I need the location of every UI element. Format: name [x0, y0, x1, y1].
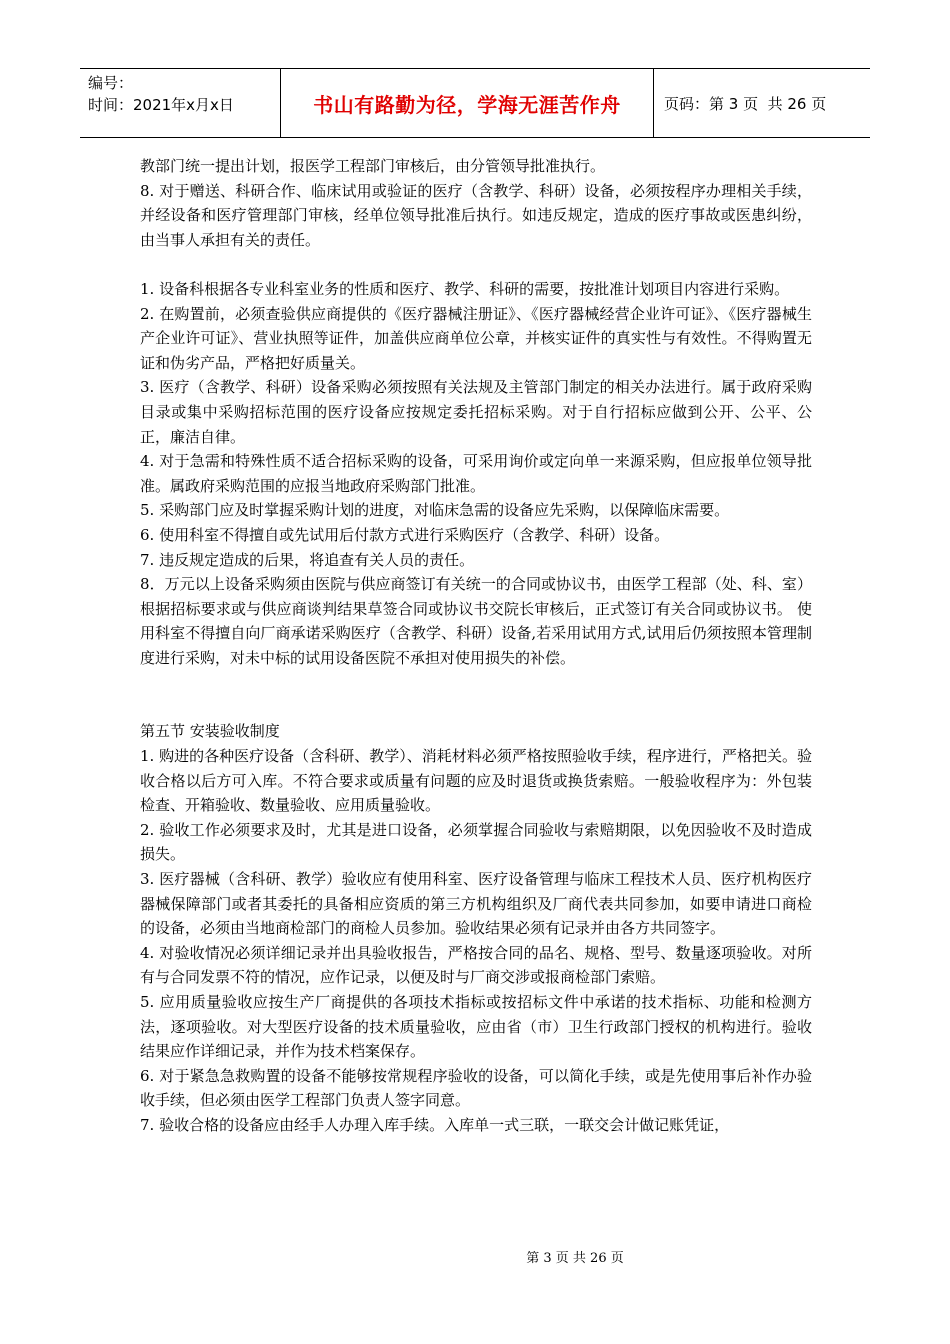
page-header — [80, 68, 870, 138]
document-time-label: 时间：2021年x月x日 — [88, 96, 234, 114]
paragraph: 6. 对于紧急急救购置的设备不能够按常规程序验收的设备，可以简化手续，或是先使用事后补作办验收手续，但必须由医学工程部门负责人签字同意。 — [140, 1066, 812, 1110]
paragraph: 6. 使用科室不得擅自或先试用后付款方式进行采购医疗（含教学、科研）设备。 — [140, 525, 670, 544]
header-motto: 书山有路勤为径，学海无涯苦作舟 — [313, 92, 621, 117]
paragraph: 8. 对于赠送、科研合作、临床试用或验证的医疗（含教学、科研）设备，必须按程序办理相关手续，并经设备和医疗管理部门审核，经单位领导批准后执行。如违反规定，造成的医疗事故或医患纠纷，由当事人承担有关的责任。 — [140, 181, 812, 249]
paragraph: 2. 在购置前，必须查验供应商提供的《医疗器械注册证》、《医疗器械经营企业许可证》、《医疗器械生产企业许可证》、营业执照等证件，加盖供应商单位公章，并核实证件的真实性与有效性。不得购置无证和伪劣产品，严格把好质量关。 — [140, 304, 812, 372]
document-body — [140, 154, 812, 1138]
header-divider — [653, 69, 654, 137]
paragraph: 3. 医疗（含教学、科研）设备采购必须按照有关法规及主管部门制定的相关办法进行。属于政府采购目录或集中采购招标范围的医疗设备应按规定委托招标采购。对于自行招标应做到公开、公平、公正，廉洁自律。 — [140, 378, 812, 446]
paragraph: 8．万元以上设备采购须由医院与供应商签订有关统一的合同或协议书，由医学工程部（处、科、室）根据招标要求或与供应商谈判结果草签合同或协议书交院长审核后，正式签订有关合同或协议书。 使用科室不得擅自向厂商承诺采购医疗（含教学、科研）设备,若采用试用方式,试用后仍须按照本管理制度进行采购，对未中标的试用设备医院不承担对使用损失的补偿。 — [140, 575, 812, 667]
paragraph: 1. 设备科根据各专业科室业务的性质和医疗、教学、科研的需要，按批准计划项目内容进行采购。 — [140, 279, 790, 298]
page-footer — [0, 1247, 950, 1266]
paragraph: 7. 违反规定造成的后果，将追查有关人员的责任。 — [140, 550, 475, 569]
section-title: 第五节 安装验收制度 — [140, 722, 280, 741]
footer-page-number: 第 3 页 共 26 页 — [526, 1251, 624, 1266]
paragraph: 3. 医疗器械（含科研、教学）验收应有使用科室、医疗设备管理与临床工程技术人员、医疗机构医疗器械保障部门或者其委托的具备相应资质的第三方机构组织及厂商代表共同参加，如要申请进口商检的设备，必须由当地商检部门的商检人员参加。验收结果必须有记录并由各方共同签字。 — [140, 870, 812, 938]
paragraph: 1. 购进的各种医疗设备（含科研、教学）、消耗材料必须严格按照验收手续，程序进行，严格把关。验收合格以后方可入库。不符合要求或质量有问题的应及时退货或换货索赔。一般验收程序为：外包装检查、开箱验收、数量验收、应用质量验收。 — [140, 747, 812, 815]
paragraph: 5. 采购部门应及时掌握采购计划的进度，对临床急需的设备应先采购，以保障临床需要。 — [140, 501, 730, 520]
paragraph: 2. 验收工作必须要求及时，尤其是进口设备，必须掌握合同验收与索赔期限，以免因验收不及时造成损失。 — [140, 820, 812, 864]
paragraph: 4. 对于急需和特殊性质不适合招标采购的设备，可采用询价或定向单一来源采购，但应报单位领导批准。属政府采购范围的应报当地政府采购部门批准。 — [140, 452, 812, 495]
paragraph: 教部门统一提出计划，报医学工程部门审核后，由分管领导批准执行。 — [140, 157, 606, 175]
section-gap — [140, 670, 812, 719]
paragraph: 7. 验收合格的设备应由经手人办理入库手续。入库单一式三联，一联交会计做记账凭证， — [140, 1115, 730, 1134]
header-meta — [88, 72, 278, 116]
paragraph: 4. 对验收情况必须详细记录并出具验收报告，严格按合同的品名、规格、型号、数量逐项验收。对所有与合同发票不符的情况，应作记录，以便及时与厂商交涉或报商检部门索赔。 — [140, 943, 812, 987]
paragraph-gap — [140, 252, 812, 277]
header-page-info: 页码：第 3 页 共 26 页 — [664, 94, 827, 113]
paragraph: 5. 应用质量验收应按生产厂商提供的各项技术指标或按招标文件中承诺的技术指标、功能和检测方法，逐项验收。对大型医疗设备的技术质量验收，应由省（市）卫生行政部门授权的机构进行。验收结果应作详细记录，并作为技术档案保存。 — [140, 993, 812, 1061]
document-number-label: 编号： — [88, 74, 134, 92]
